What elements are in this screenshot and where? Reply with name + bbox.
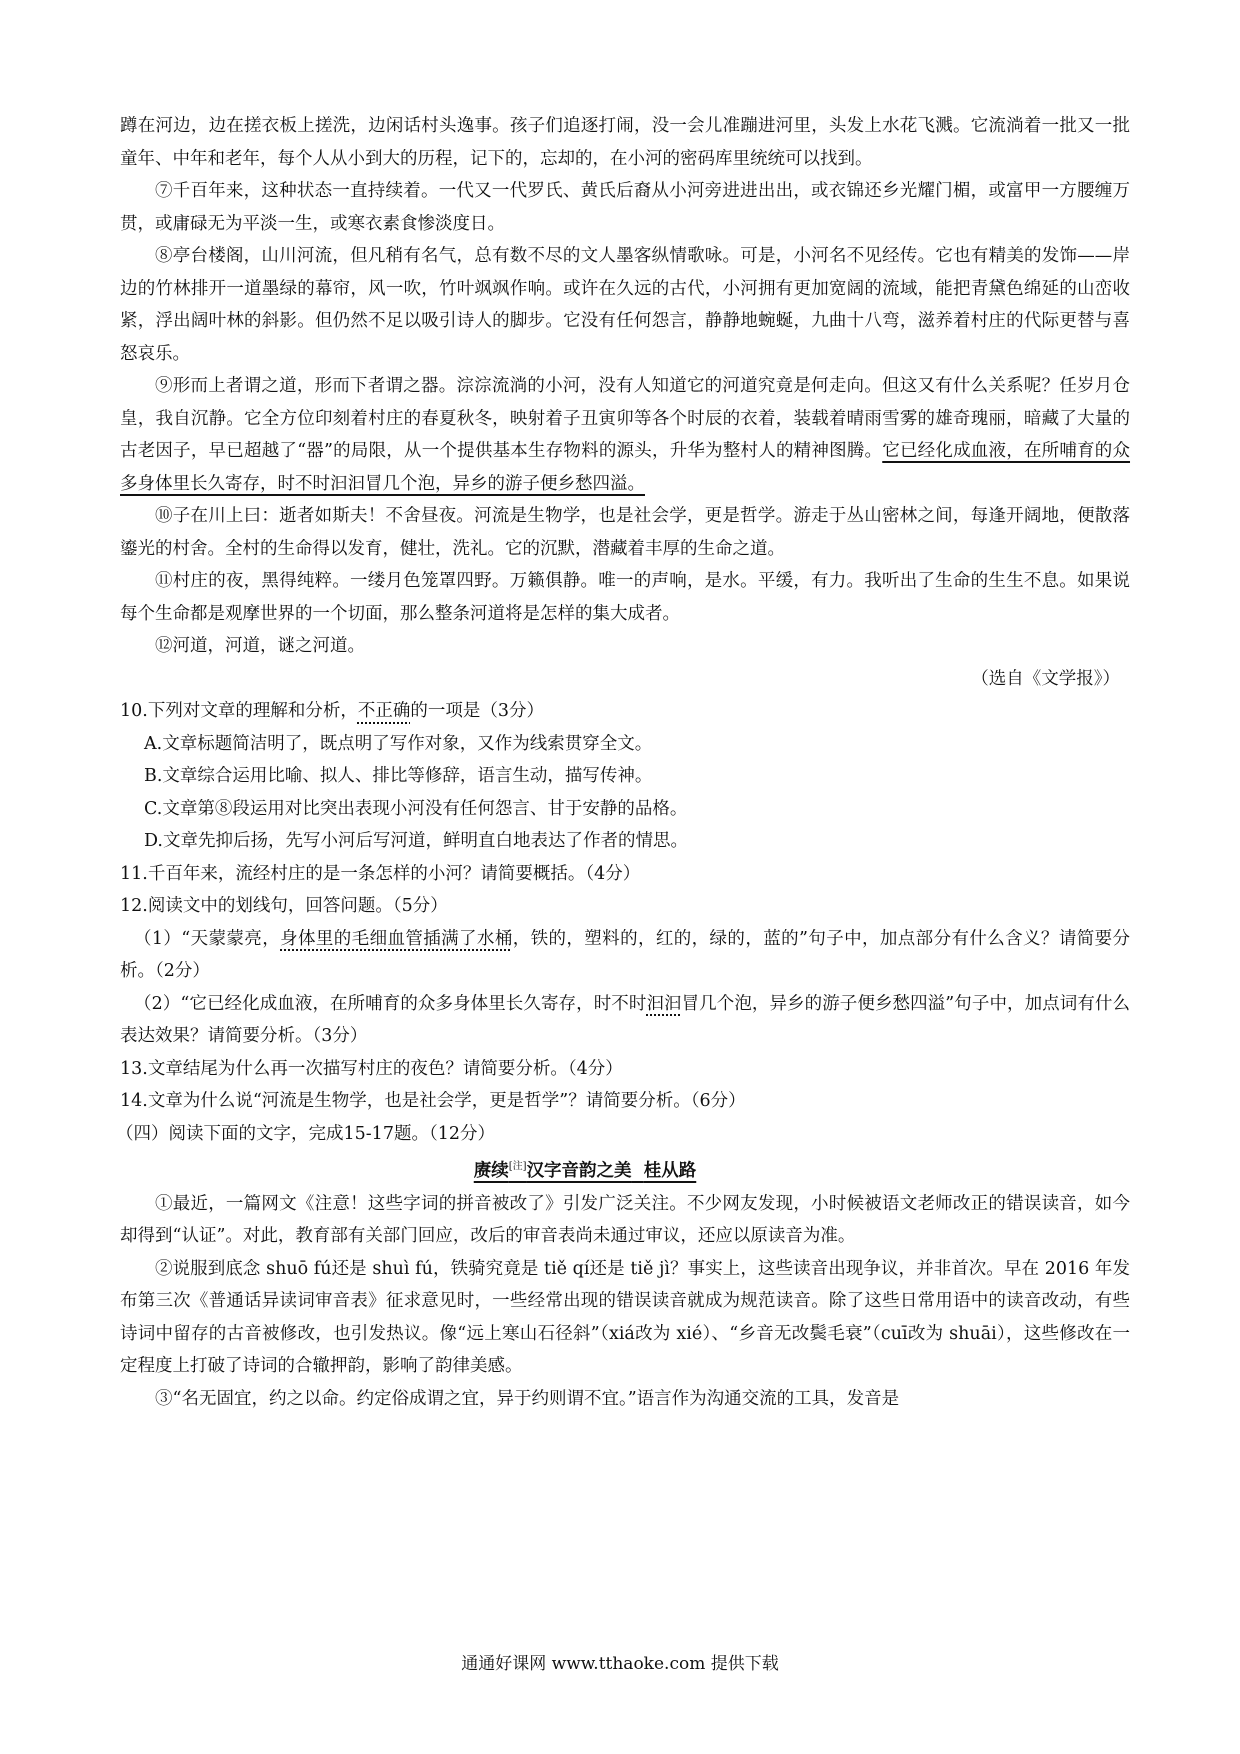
question-12-2-post: 冒几个泡，异乡的游子便乡愁四溢”句子中，加点词有什么表达效果？请简要分析。（3分） — [120, 993, 1130, 1046]
page-content — [116, 110, 1131, 1415]
article-paragraph-1: ①最近，一篇网文《注意！这些字词的拼音被改了》引发广泛关注。不少网友发现，小时候被语文老师改正的错误读音，如今却得到“认证”。对此，教育部有关部门回应，改后的审音表尚未通过审议，还应以原读音为准。 — [120, 1193, 1130, 1247]
question-10-emphasis: 不正确 — [357, 701, 411, 721]
paragraph-6-continued: 蹲在河边，边在搓衣板上搓洗，边闲话村头逸事。孩子们追逐打闹，没一会儿准蹦进河里，头发上水花飞溅。它流淌着一批又一批童年、中年和老年，每个人从小到大的历程，记下的，忘却的，在小河的密码库里统统可以找到。 — [120, 116, 1130, 169]
question-12-part-1 — [120, 923, 1130, 988]
option-b: B.文章综合运用比喻、拟人、排比等修辞，语言生动，描写传神。 — [144, 766, 653, 786]
question-14: 14.文章为什么说“河流是生物学，也是社会学，更是哲学”？请简要分析。（6分） — [120, 1091, 746, 1111]
option-a: A.文章标题简洁明了，既点明了写作对象，又作为线索贯穿全文。 — [144, 733, 653, 754]
title-part-1: 赓续 — [473, 1160, 509, 1181]
option-c: C.文章第⑧段运用对比突出表现小河没有任何怨言、甘于安静的品格。 — [144, 798, 688, 819]
paragraph-10: ⑩子在川上曰：逝者如斯夫！不舍昼夜。河流是生物学，也是社会学，更是哲学。游走于丛山密林之间，每逢开阔地，便散落鎏光的村舍。全村的生命得以发育，健壮，洗礼。它的沉默，潜藏着丰厚的生命之道。 — [120, 506, 1130, 559]
title-footnote-mark: [注] — [508, 1161, 527, 1172]
question-10-points: 的一项是（3分） — [410, 701, 544, 721]
paragraph-8: ⑧亭台楼阁，山川河流，但凡稍有名气，总有数不尽的文人墨客纵情歌咏。可是，小河名不见经传。它也有精美的发饰——岸边的竹林排开一道墨绿的幕帘，风一吹，竹叶飒飒作响。或许在久远的古代，小河拥有更加宽阔的流域，能把青黛色绵延的山峦收紧，浮出阔叶林的斜影。但仍然不足以吸引诗人的脚步。它没有任何怨言，静静地蜿蜒，九曲十八弯，滋养着村庄的代际更替与喜怒哀乐。 — [120, 246, 1130, 364]
question-12: 12.阅读文中的划线句，回答问题。（5分） — [120, 896, 448, 916]
paragraph-11: ⑪村庄的夜，黑得纯粹。一缕月色笼罩四野。万籁俱静。唯一的声响，是水。平缓，有力。我听出了生命的生生不息。如果说每个生命都是观摩世界的一个切面，那么整条河道将是怎样的集大成者。 — [120, 571, 1130, 624]
paragraph-12: ⑫河道，河道，谜之河道。 — [155, 636, 365, 656]
article-title — [120, 1150, 1130, 1188]
question-12-1-emphasis: 身体里的毛细血管插满了水桶 — [280, 928, 513, 949]
source-citation: （选自《文学报》） — [971, 668, 1120, 689]
article-author: 桂从路 — [643, 1160, 697, 1181]
paragraph-7: ⑦千百年来，这种状态一直持续着。一代又一代罗氏、黄氏后裔从小河旁进进出出，或衣锦还乡光耀门楣，或富甲一方腰缠万贯，或庸碌无为平淡一生，或寒衣素食惨淡度日。 — [120, 181, 1130, 234]
option-d: D.文章先抑后扬，先写小河后写河道，鲜明直白地表达了作者的情思。 — [144, 831, 688, 851]
question-12-2-pre: （2）“它已经化成血液，在所哺育的众多身体里长久寄存，时不时 — [134, 993, 647, 1014]
title-part-2: 汉字音韵之美 — [526, 1160, 632, 1181]
question-12-part-2 — [120, 988, 1130, 1053]
underlined-sentence: 它已经化成血液，在所哺育的众多身体里长久寄存，时不时汩汩冒几个泡，异乡的游子便乡愁四溢。 — [120, 441, 1131, 494]
article-paragraph-3: ③“名无固宜，约之以命。约定俗成谓之宜，异于约则谓不宜。”语言作为沟通交流的工具，发音是 — [155, 1388, 900, 1409]
paragraph-9 — [120, 370, 1130, 500]
article-paragraph-2: ②说服到底念 shuō fú还是 shuì fú，铁骑究竟是 tiě qí还是 tiě jì？事实上，这些读音出现争议，并非首次。早在 2016 年发布第三次《普通话异读词审音表》征求意见时，一些经常出现的错误读音就成为规范读音。除了这些日常用语中的读音改动，有些诗词中留存的古音被修改，也引发热议。像“远上寒山石径斜”（xiá改为 xié）、“乡音无改鬓毛衰”（cuī改为 shuāi），这些修改在一定程度上打破了诗词的合辙押韵，影响了韵律美感。 — [120, 1258, 1130, 1377]
page-footer: 通通好课网 www.tthaoke.com 提供下载 — [461, 1654, 779, 1674]
paragraph-9-text: ⑨形而上者谓之道，形而下者谓之器。淙淙流淌的小河，没有人知道它的河道究竟是何走向。但这又有什么关系呢？任岁月仓皇，我自沉静。它全方位印刻着村庄的春夏秋冬，映射着子丑寅卯等各个时辰的衣着，装载着晴雨雪雾的雄奇瑰丽，暗藏了大量的古老因子，早已超越了“器”的局限，从一个提供基本生存物料的源头，升华为整村人的精神图腾。 — [120, 376, 1130, 461]
article-title-text — [474, 1161, 697, 1181]
question-10 — [120, 695, 1130, 728]
section-4-heading: （四）阅读下面的文字，完成15-17题。（12分） — [116, 1123, 495, 1144]
question-12-1-post: ，铁的，塑料的，红的，绿的，蓝的”句子中，加点部分有什么含义？请简要分析。（2分） — [120, 928, 1130, 981]
question-11: 11.千百年来，流经村庄的是一条怎样的小河？请简要概括。（4分） — [120, 863, 641, 884]
question-10-text: 10.下列对文章的理解和分析， — [120, 701, 358, 721]
question-13: 13.文章结尾为什么再一次描写村庄的夜色？请简要分析。（4分） — [120, 1058, 623, 1079]
question-12-2-emphasis: 汩汩 — [646, 993, 682, 1014]
question-12-1-pre: （1）“天蒙蒙亮， — [134, 928, 281, 949]
